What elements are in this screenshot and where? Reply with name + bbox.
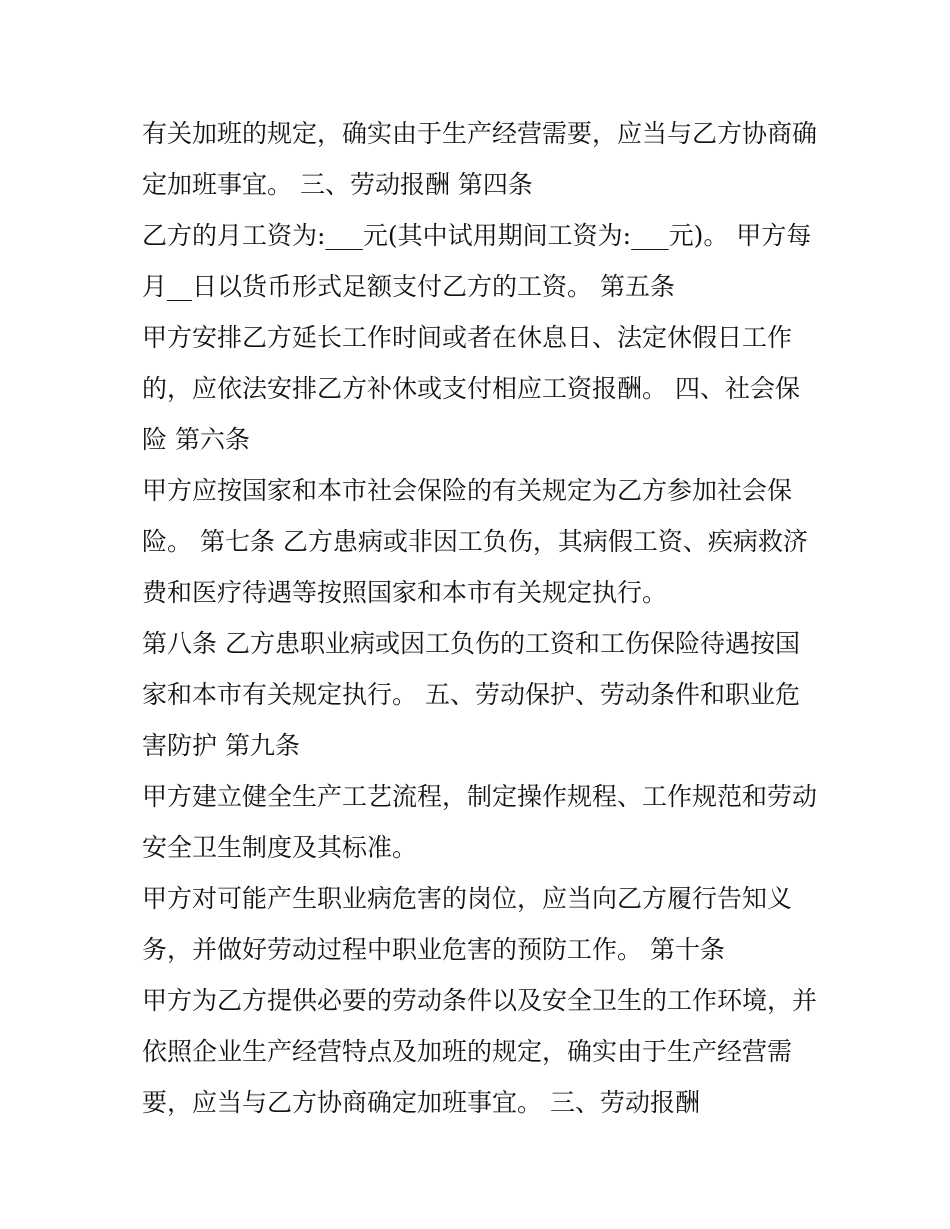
text-line: 的，应依法安排乙方补休或支付相应工资报酬。 四、社会保 bbox=[142, 374, 800, 403]
text-line: 费和医疗待遇等按照国家和本市有关规定执行。 bbox=[142, 578, 668, 607]
text-line: 甲方对可能产生职业病危害的岗位，应当向乙方履行告知义 bbox=[142, 884, 793, 913]
text-line: 家和本市有关规定执行。 五、劳动保护、劳动条件和职业危 bbox=[142, 680, 800, 709]
text-line: 甲方应按国家和本市社会保险的有关规定为乙方参加社会保 bbox=[142, 476, 793, 505]
text-line: 险 第六条 bbox=[142, 425, 250, 454]
text-line: 定加班事宜。 三、劳动报酬 第四条 bbox=[142, 170, 533, 199]
text-line: 乙方的月工资为:___元(其中试用期间工资为:___元)。 甲方每 bbox=[142, 221, 812, 250]
text-line: 甲方建立健全生产工艺流程，制定操作规程、工作规范和劳动 bbox=[142, 782, 818, 811]
text-line: 月__日以货币形式足额支付乙方的工资。 第五条 bbox=[142, 272, 675, 301]
text-line: 第八条 乙方患职业病或因工负伤的工资和工伤保险待遇按国 bbox=[142, 629, 800, 658]
text-line: 安全卫生制度及其标准。 bbox=[142, 833, 418, 862]
text-line: 险。 第七条 乙方患病或非因工负伤，其病假工资、疾病救济 bbox=[142, 527, 808, 556]
text-line: 务，并做好劳动过程中职业危害的预防工作。 第十条 bbox=[142, 935, 725, 964]
text-line: 要，应当与乙方协商确定加班事宜。 三、劳动报酬 bbox=[142, 1088, 700, 1117]
text-line: 甲方为乙方提供必要的劳动条件以及安全卫生的工作环境，并 bbox=[142, 986, 818, 1015]
text-line: 甲方安排乙方延长工作时间或者在休息日、法定休假日工作 bbox=[142, 323, 793, 352]
text-line: 有关加班的规定，确实由于生产经营需要，应当与乙方协商确 bbox=[142, 119, 818, 148]
text-line: 依照企业生产经营特点及加班的规定，确实由于生产经营需 bbox=[142, 1037, 793, 1066]
text-line: 害防护 第九条 bbox=[142, 731, 300, 760]
contract-text bbox=[142, 108, 822, 1128]
